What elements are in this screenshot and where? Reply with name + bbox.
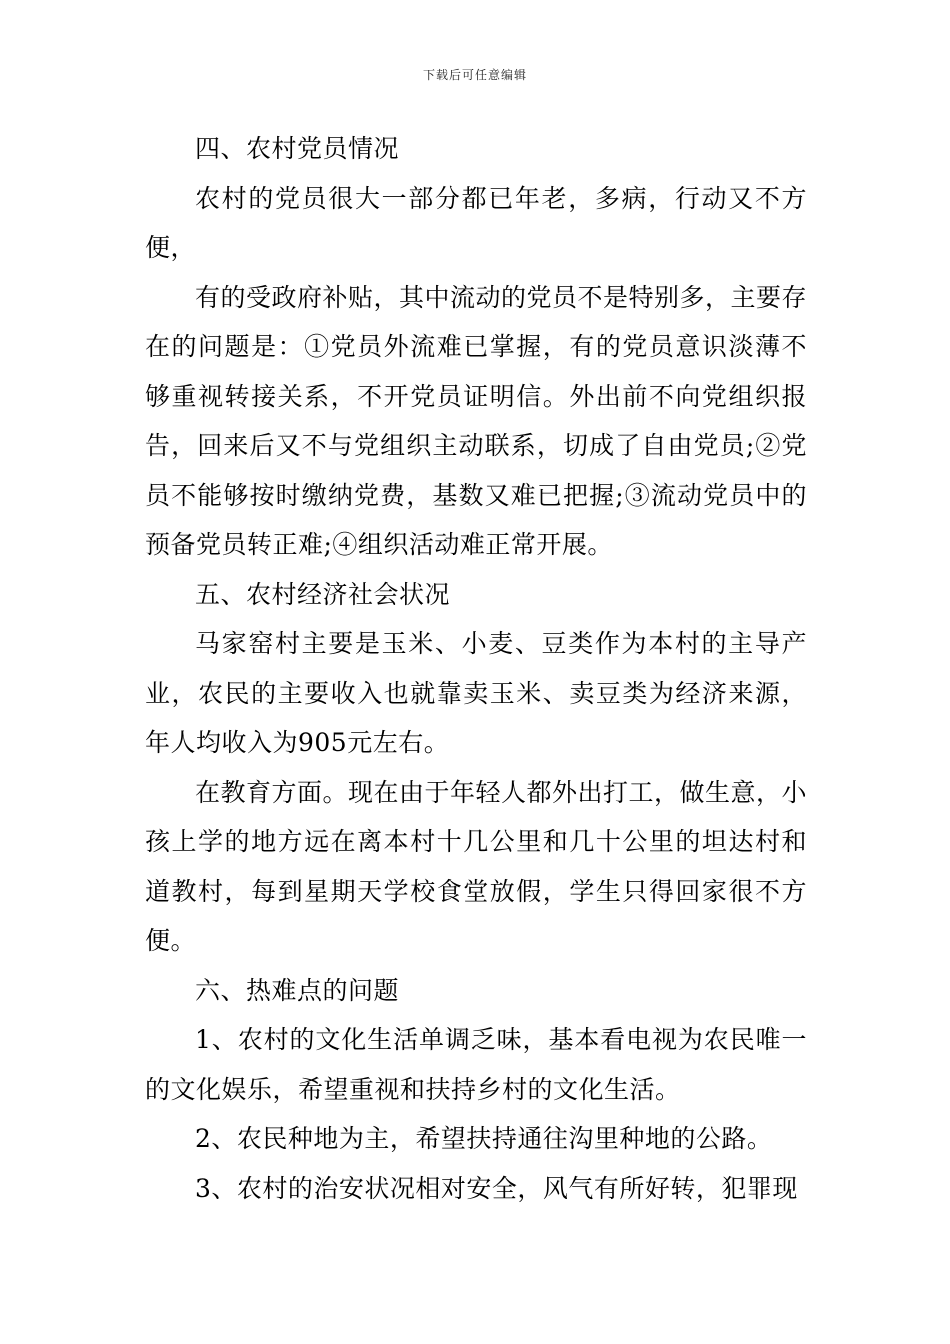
section-heading-economy: 五、农村经济社会状况 [195, 579, 451, 609]
paragraph-party-members-issues: 有的受政府补贴，其中流动的党员不是特别多，主要存在的问题是：①党员外流难已掌握，有的党员意识淡薄不够重视转接关系，不开党员证明信。外出前不向党组织报告，回来后又不与党组织主动联系，切成了自由党员;②党员不能够按时缴纳党费，基数又难已把握;③流动党员中的预备党员转正难;④组织活动难正常开展。 [145, 282, 808, 559]
document-body [145, 124, 807, 1213]
page-header-note: 下载后可任意编辑 [422, 68, 527, 82]
paragraph-education: 在教育方面。现在由于年轻人都外出打工，做生意，小孩上学的地方远在离本村十几公里和几十公里的坦达村和道教村，每到星期天学校食堂放假，学生只得回家很不方便。 [145, 777, 808, 955]
list-item-road: 2、农民种地为主，希望扶持通往沟里种地的公路。 [195, 1124, 773, 1153]
paragraph-party-members-age: 农村的党员很大一部分都已年老，多病，行动又不方便， [145, 183, 807, 262]
list-item-security: 3、农村的治安状况相对安全，风气有所好转，犯罪现 [195, 1173, 798, 1203]
section-heading-party-members: 四、农村党员情况 [195, 134, 400, 163]
list-item-culture: 1、农村的文化生活单调乏味，基本看电视为农民唯一的文化娱乐，希望重视和扶持乡村的文化生活。 [145, 1025, 807, 1104]
paragraph-economy-income: 马家窑村主要是玉米、小麦、豆类作为本村的主导产业，农民的主要收入也就靠卖玉米、卖豆类为经济来源，年人均收入为905元左右。 [145, 629, 807, 757]
section-heading-hot-issues: 六、热难点的问题 [195, 975, 400, 1005]
